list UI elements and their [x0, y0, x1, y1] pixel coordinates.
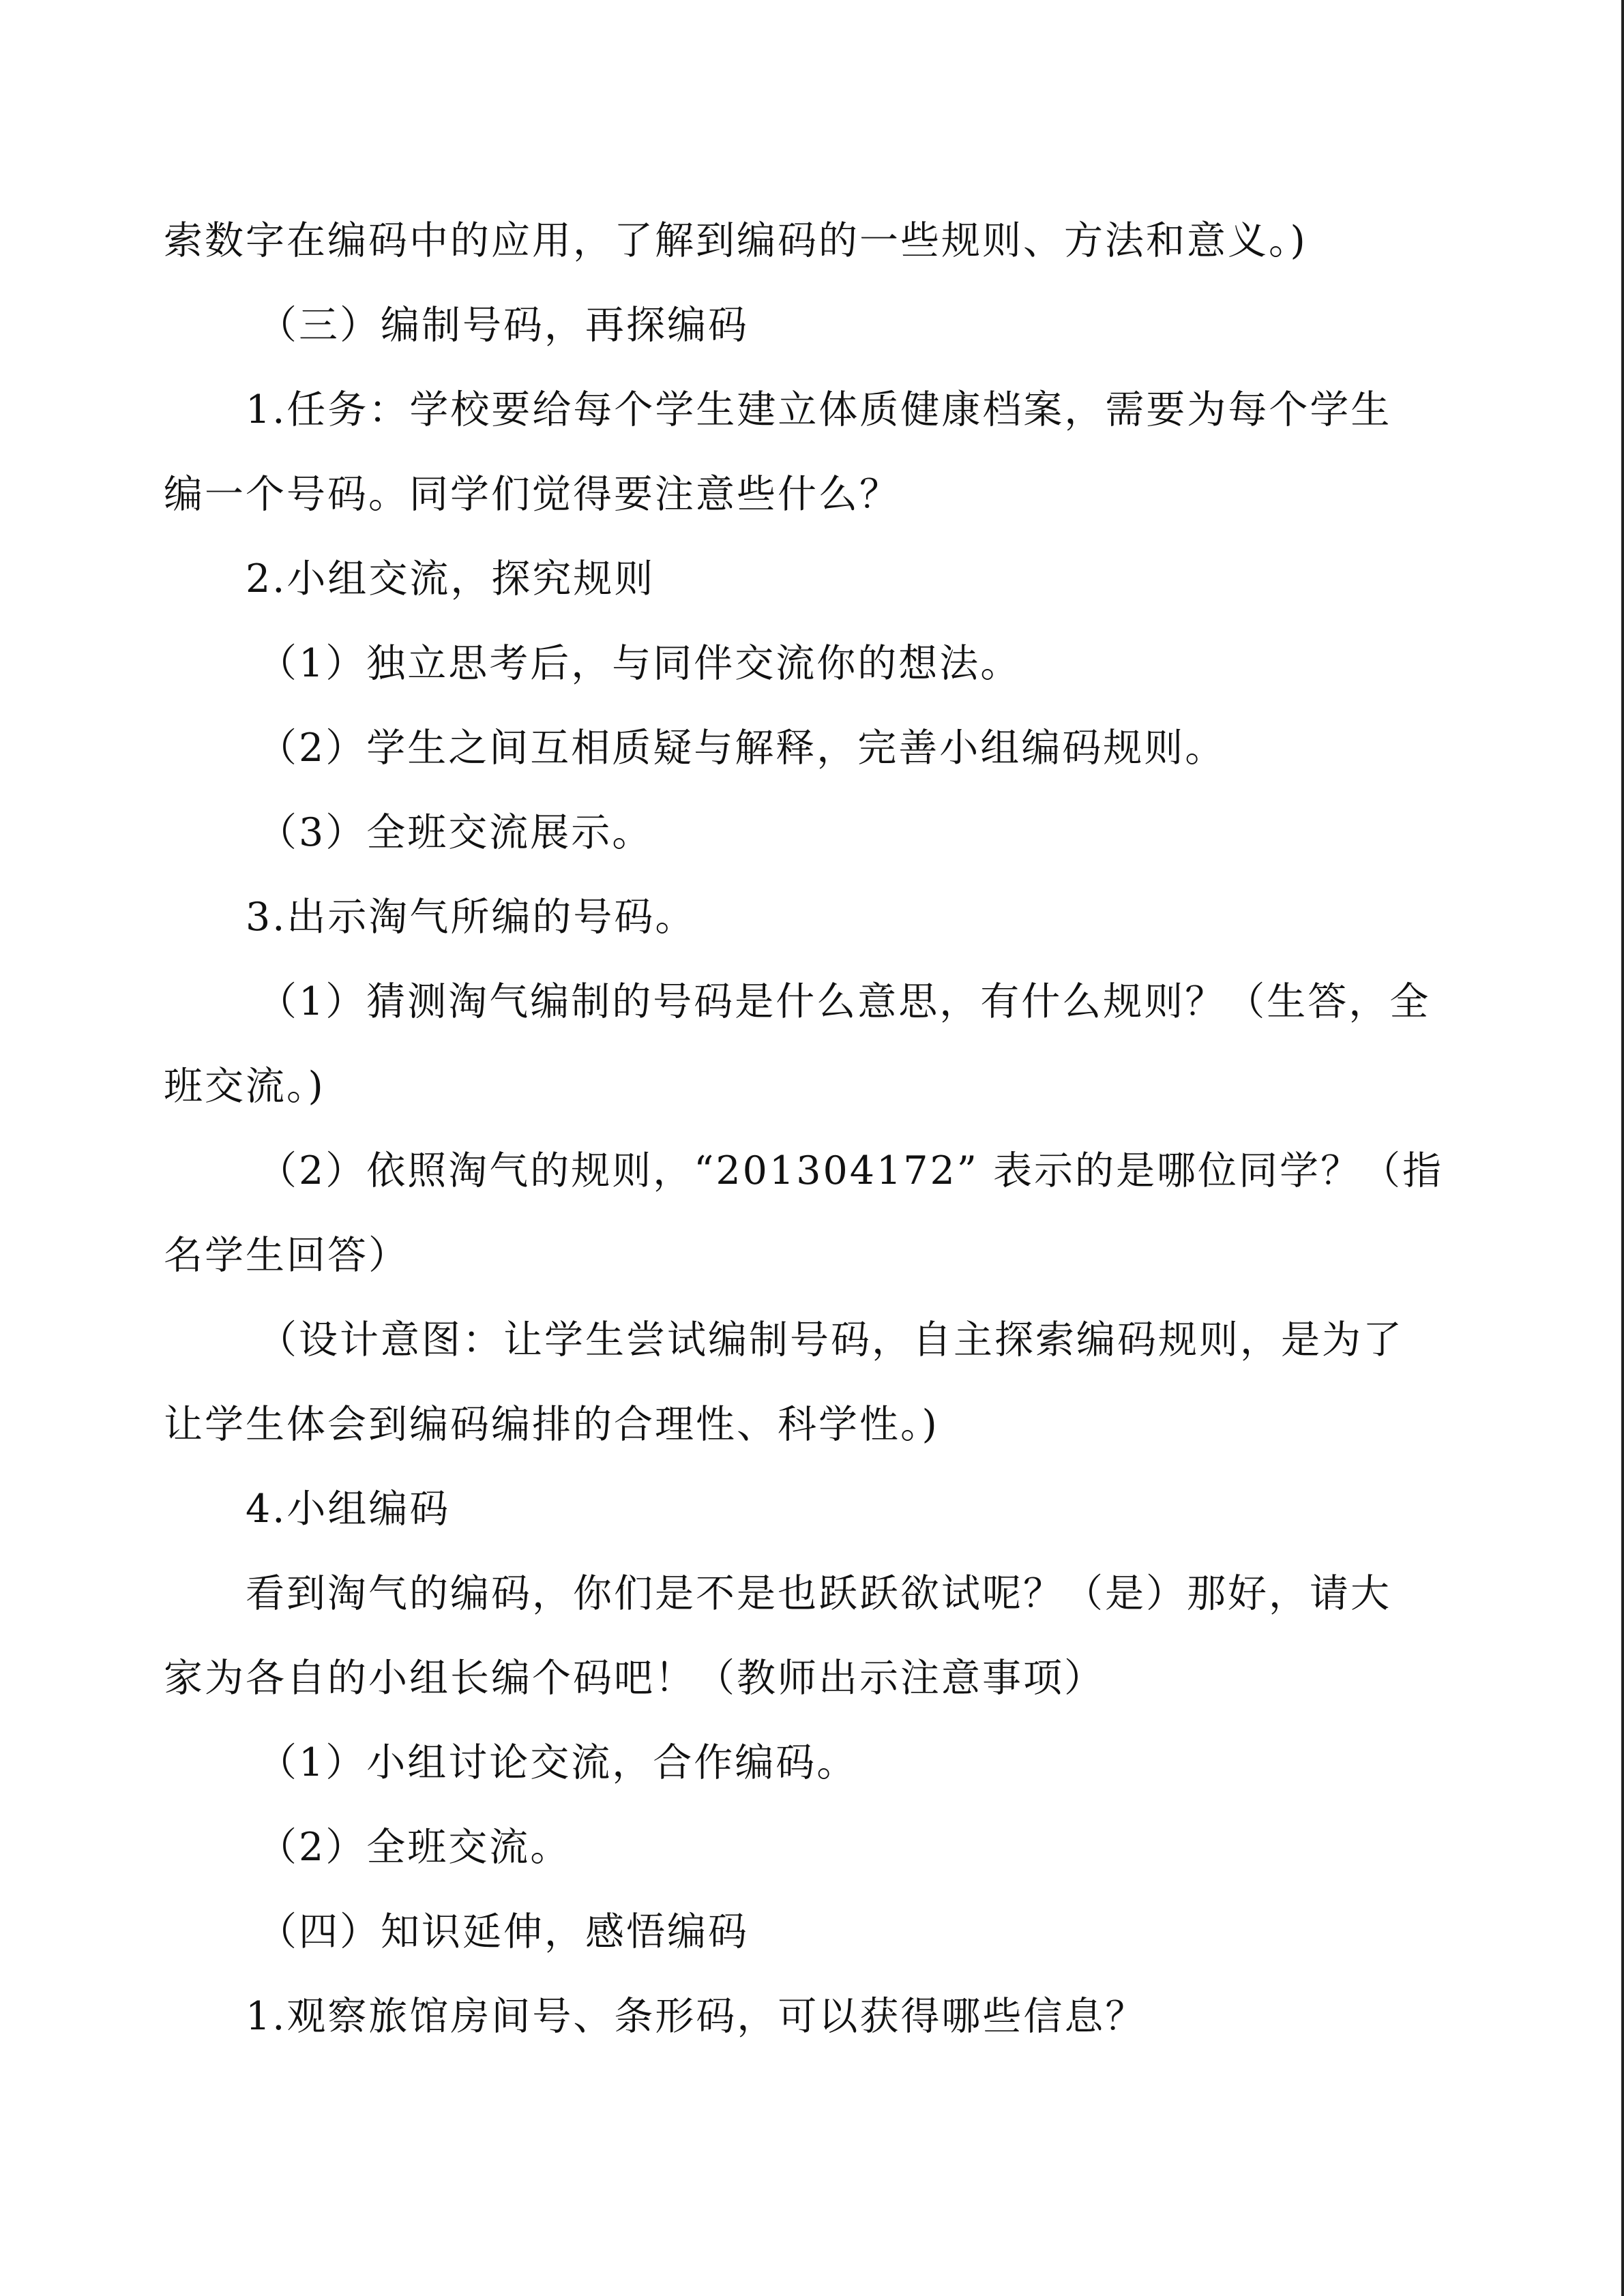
paragraph-line: 1.任务：学校要给每个学生建立体质健康档案，需要为每个学生 — [246, 387, 1392, 432]
paragraph-line: 让学生体会到编码编排的合理性、科学性。) — [164, 1402, 939, 1447]
design-intent-note: （设计意图：让学生尝试编制号码，自主探索编码规则，是为了 — [258, 1317, 1404, 1362]
list-item: （3）全班交流展示。 — [258, 810, 653, 855]
list-item: （1）独立思考后，与同伴交流你的想法。 — [258, 641, 1022, 686]
list-item: （2）全班交流。 — [258, 1825, 572, 1870]
subsection-heading: 2.小组交流，探究规则 — [246, 556, 655, 601]
paragraph-line: 索数字在编码中的应用，了解到编码的一些规则、方法和意义。) — [164, 218, 1308, 263]
list-item: （1）猜测淘气编制的号码是什么意思，有什么规则？（生答，全 — [258, 979, 1431, 1024]
subsection-heading: 3.出示淘气所编的号码。 — [246, 895, 696, 940]
paragraph-line: 家为各自的小组长编个码吧！（教师出示注意事项） — [164, 1656, 1105, 1701]
paragraph-line: 看到淘气的编码，你们是不是也跃跃欲试呢？（是）那好，请大 — [246, 1571, 1391, 1616]
list-item: （2）依照淘气的规则，“201304172” 表示的是哪位同学？（指 — [258, 1148, 1444, 1193]
paragraph-line: 名学生回答） — [164, 1233, 409, 1278]
section-heading: （四）知识延伸，感悟编码 — [258, 1909, 749, 1954]
section-heading: （三）编制号码，再探编码 — [258, 303, 749, 348]
list-item: （1）小组讨论交流，合作编码。 — [258, 1740, 858, 1785]
list-item: （2）学生之间互相质疑与解释，完善小组编码规则。 — [258, 726, 1226, 771]
subsection-heading: 1.观察旅馆房间号、条形码，可以获得哪些信息？ — [246, 1994, 1147, 2039]
subsection-heading: 4.小组编码 — [246, 1487, 451, 1532]
paragraph-line: 班交流。) — [164, 1064, 325, 1109]
paragraph-line: 编一个号码。同学们觉得要注意些什么？ — [164, 472, 900, 517]
